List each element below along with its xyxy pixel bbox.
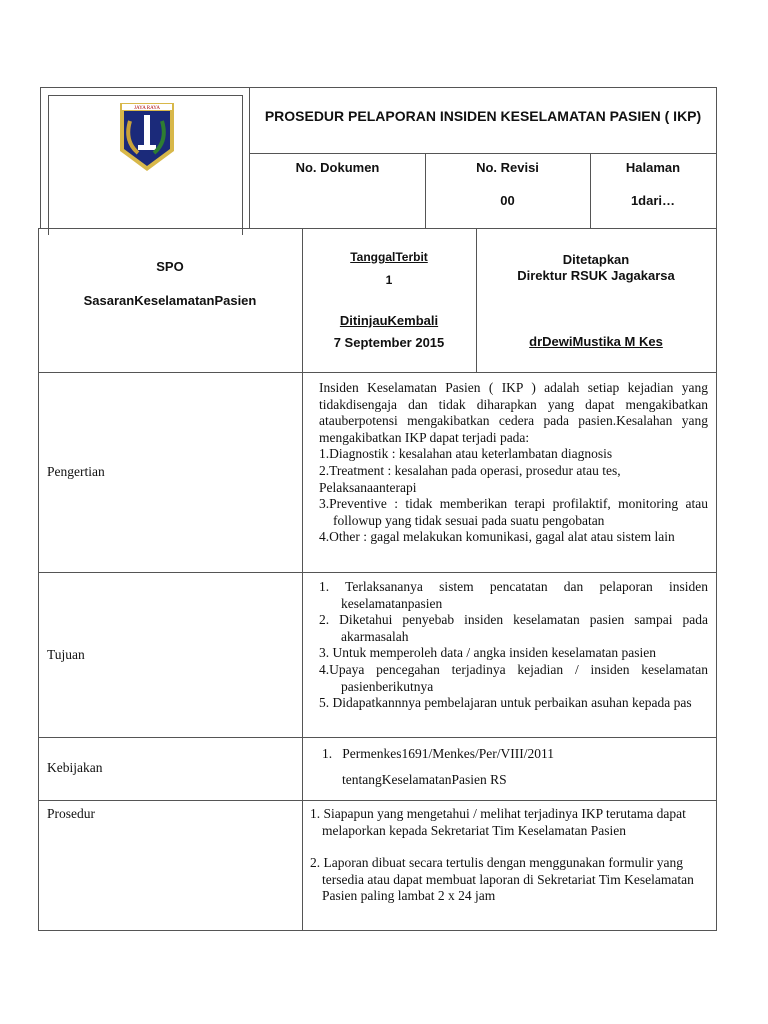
list-item: 1. Terlaksananya sistem pencatatan dan pelaporan insiden keselamatanpasien <box>319 579 708 611</box>
ditinjau-label: DitinjauKembali <box>339 313 439 328</box>
kebijakan-label: Kebijakan <box>47 760 103 775</box>
tanggal-terbit-value: 1 <box>385 273 393 287</box>
list-item: 1.Diagnostik : kesalahan atau keterlambatan diagnosis <box>319 446 613 462</box>
tujuan-content <box>319 579 708 712</box>
kebijakan-line1: 1. Permenkes1691/Menkes/Per/VIII/2011 <box>322 746 554 761</box>
list-item: 2.Treatment : kesalahan pada operasi, prosedur atau tes, <box>319 462 621 478</box>
list-item: 1. Siapapun yang mengetahui / melihat terjadinya IKP terutama dapat melaporkan kepada Sekretariat Tim Keselamatan Pasien <box>310 806 686 838</box>
tanggal-terbit-label: TanggalTerbit <box>350 250 428 264</box>
no-dokumen-label: No. Dokumen <box>295 160 380 175</box>
pengertian-content <box>319 380 708 546</box>
list-item: 3.Preventive : tidak memberikan terapi profilaktif, monitoring atau followup yang tidak sesuai pada suatu pengobatan <box>319 496 708 528</box>
list-item: 4.Upaya pencegahan terjadinya kejadian / insiden keselamatan pasienberikutnya <box>319 661 708 694</box>
list-item: 5. Didapatkannnya pembelajaran untuk perbaikan asuhan kepada pas <box>319 695 692 711</box>
ditetapkan-label: Ditetapkan <box>562 252 630 267</box>
direktur-label: Direktur RSUK Jagakarsa <box>517 268 675 283</box>
ditinjau-value: 7 September 2015 <box>333 335 445 350</box>
tujuan-label: Tujuan <box>47 647 85 662</box>
list-item: 2. Laporan dibuat secara tertulis dengan menggunakan formulir yang tersedia atau dapat membuat laporan di Sekretariat Tim Keselamatan Pasien paling lambat 2 x 24 jam <box>310 855 694 904</box>
list-item: 4.Other : gagal melakukan komunikasi, gagal alat atau sistem lain <box>319 529 675 545</box>
spo-subtitle: SasaranKeselamatanPasien <box>83 293 257 308</box>
jakarta-logo <box>118 101 176 173</box>
prosedur-content <box>310 806 708 905</box>
pengertian-label: Pengertian <box>47 464 105 479</box>
document-title: PROSEDUR PELAPORAN INSIDEN KESELAMATAN PASIEN ( IKP) <box>264 108 702 124</box>
halaman-value: 1dari… <box>630 193 676 208</box>
pengertian-intro: Insiden Keselamatan Pasien ( IKP ) adalah setiap kejadian yang tidakdisengaja dan tidak diharapkan yang dapat mengakibatkan atauberpotensi mengakibatkan cedera pada pasien.Kesalahan yang mengakibatkan IKP dapat terjadi pada: <box>319 380 708 445</box>
list-item: 3. Untuk memperoleh data / angka insiden keselamatan pasien <box>319 645 657 661</box>
prosedur-label: Prosedur <box>47 806 95 821</box>
svg-text:JAYA RAYA: JAYA RAYA <box>134 106 160 111</box>
kebijakan-line2: tentangKeselamatanPasien RS <box>342 772 507 787</box>
list-item: 2. Diketahui penyebab insiden keselamatan pasien sampai pada akarmasalah <box>319 612 708 644</box>
spo-label: SPO <box>156 259 184 274</box>
list-item: Pelaksanaanterapi <box>319 479 417 495</box>
no-revisi-label: No. Revisi <box>476 160 539 175</box>
no-revisi-value: 00 <box>500 193 515 208</box>
signatory-name: drDewiMustika M Kes <box>529 334 663 349</box>
halaman-label: Halaman <box>625 160 681 175</box>
